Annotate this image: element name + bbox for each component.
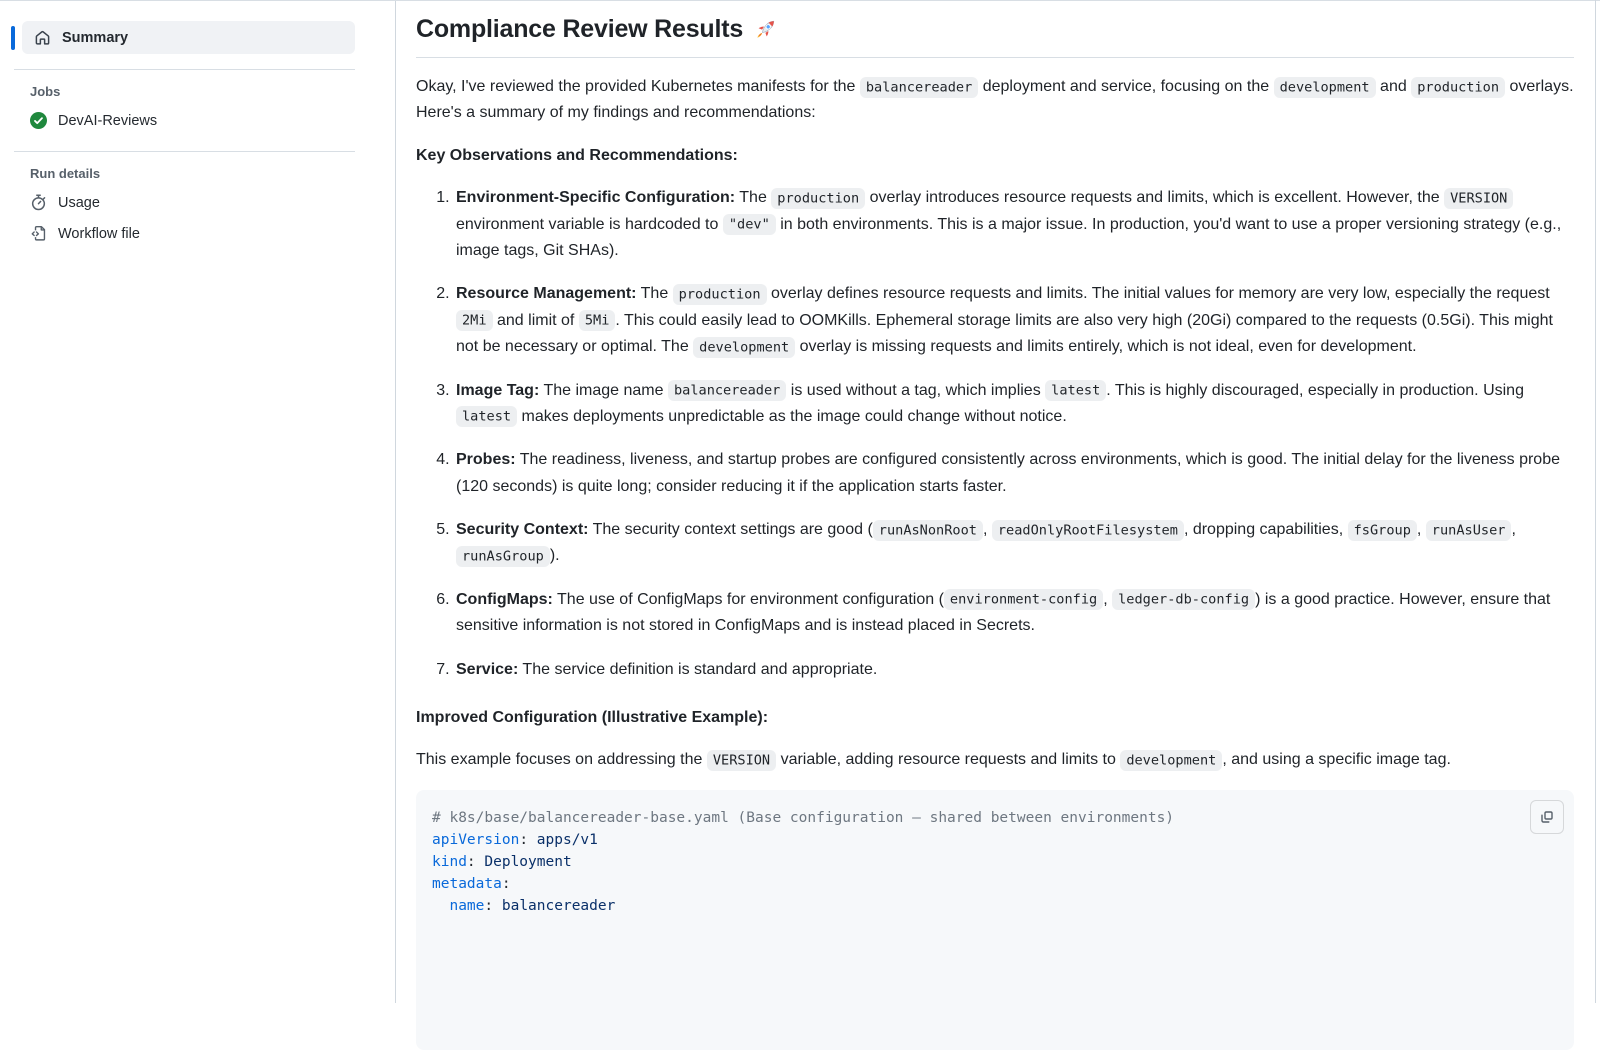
text-segment: The service definition is standard and appropriate. — [518, 660, 878, 678]
inline-code: runAsNonRoot — [873, 520, 983, 541]
inline-code: readOnlyRootFilesystem — [992, 520, 1184, 541]
check-circle-icon — [30, 112, 47, 129]
inline-code: balancereader — [668, 380, 786, 401]
inline-code: balancereader — [860, 77, 978, 98]
text-segment: overlay defines resource requests and limits. The initial values for memory are very low, especially the request — [766, 285, 1550, 303]
summary-content — [396, 1, 1600, 1003]
text-segment: , — [1511, 521, 1516, 539]
text-segment: The — [636, 285, 673, 303]
sidebar-item-job-devai-reviews[interactable] — [26, 105, 355, 136]
code-line: name: balancereader — [449, 897, 616, 914]
inline-code: production — [673, 284, 767, 305]
text-segment: The use of ConfigMaps for environment configuration ( — [552, 590, 944, 608]
text-segment: overlay introduces resource requests and limits, which is excellent. However, the — [865, 189, 1445, 207]
text-segment: environment variable is hardcoded to — [456, 215, 723, 233]
text-segment: , dropping capabilities, — [1183, 521, 1348, 539]
job-name-label: DevAI-Reviews — [58, 112, 158, 129]
observation-item — [454, 657, 1574, 683]
text-segment: The readiness, liveness, and startup probes are configured consistently across environments, which is good. The initial delay for the liveness probe (120 seconds) is quite long; consider reducing it if the application starts faster. — [456, 451, 1560, 495]
copy-icon — [1539, 809, 1555, 825]
inline-code: runAsGroup — [456, 546, 550, 567]
text-segment: . This is highly discouraged, especially in production. Using — [1106, 381, 1524, 399]
inline-code: VERSION — [1444, 188, 1513, 209]
usage-label: Usage — [58, 194, 100, 211]
rocket-emoji — [752, 16, 779, 43]
text-segment: overlays. Here's a summary of my findings and recommendations: — [416, 78, 1574, 122]
yaml-code-block — [416, 790, 1574, 1050]
text-segment: . This could easily lead to OOMKills. Ephemeral storage limits are also very high (20Gi) compared to the requests (0.5Gi). This might not be necessary or optimal. The — [456, 311, 1553, 356]
text-segment: ). — [549, 547, 560, 565]
text-segment: variable, adding resource requests and limits to — [776, 751, 1121, 769]
intro-paragraph — [416, 74, 1574, 127]
sidebar-divider — [14, 69, 355, 70]
observations-heading — [416, 143, 1574, 169]
home-icon — [34, 29, 51, 46]
inline-code: production — [1411, 77, 1505, 98]
text-segment: The security context settings are good ( — [588, 521, 873, 539]
text-segment: ) is a good practice. However, ensure that sensitive information is not stored in ConfigMaps and is instead placed in Secrets. — [456, 590, 1551, 635]
text-segment: and — [1375, 78, 1412, 95]
file-code-icon — [30, 225, 47, 242]
observations-list — [416, 185, 1574, 683]
text-segment: in both environments. This is a major issue. In production, you'd want to use a proper versioning strategy (e.g., image tags, Git SHAs). — [456, 215, 1562, 259]
text-segment: This example focuses on addressing the — [416, 751, 707, 769]
improved-config-heading-text: Improved Configuration (Illustrative Example): — [416, 709, 769, 727]
text-segment: Okay, I've reviewed the provided Kubernetes manifests for the — [416, 78, 860, 95]
inline-code: environment-config — [944, 589, 1103, 610]
sidebar-item-summary[interactable] — [22, 21, 355, 54]
code-line: metadata: — [432, 875, 511, 892]
bold-text: Resource Management: — [456, 285, 637, 303]
sidebar-item-label: Summary — [62, 29, 129, 46]
page-title — [416, 15, 1574, 58]
bold-text: Environment-Specific Configuration: — [456, 189, 736, 207]
bold-text: Service: — [456, 660, 519, 678]
inline-code: development — [1120, 750, 1222, 771]
observation-item — [454, 447, 1574, 500]
inline-code: development — [693, 337, 795, 358]
observation-item — [454, 281, 1574, 360]
observation-item — [454, 185, 1574, 264]
improved-config-heading — [416, 705, 1574, 731]
inline-code: latest — [456, 406, 517, 427]
sidebar-item-usage[interactable] — [26, 187, 355, 218]
observations-heading-text: Key Observations and Recommendations: — [416, 146, 738, 164]
copy-code-button[interactable] — [1530, 800, 1564, 834]
page-title-text: Compliance Review Results — [416, 15, 744, 43]
sidebar-item-workflow-file[interactable] — [26, 218, 355, 249]
bold-text: ConfigMaps: — [456, 590, 553, 608]
code-line: kind: Deployment — [432, 853, 572, 870]
text-segment: , — [982, 521, 992, 539]
text-segment: The — [735, 189, 772, 207]
inline-code: latest — [1045, 380, 1106, 401]
inline-code: 5Mi — [579, 310, 616, 331]
inline-code: VERSION — [707, 750, 776, 771]
text-segment: overlay is missing requests and limits entirely, which is not ideal, even for development. — [795, 338, 1417, 356]
code-content — [432, 807, 1558, 917]
sidebar-divider — [14, 151, 355, 152]
code-line: # k8s/base/balancereader-base.yaml (Base configuration — shared between environments) — [432, 809, 1175, 826]
workflow-file-label: Workflow file — [58, 225, 140, 242]
text-segment: and limit of — [492, 311, 579, 329]
inline-code: fsGroup — [1348, 520, 1417, 541]
inline-code: runAsUser — [1426, 520, 1512, 541]
observation-item — [454, 587, 1574, 640]
bold-text: Security Context: — [456, 521, 589, 539]
bold-text: Image Tag: — [456, 381, 540, 399]
scrollbar-track-edge[interactable] — [1595, 0, 1596, 1003]
text-segment: , — [1416, 521, 1426, 539]
jobs-section-header: Jobs — [30, 84, 61, 99]
observation-item — [454, 517, 1574, 570]
stopwatch-icon — [30, 194, 47, 211]
sidebar — [0, 1, 396, 1003]
example-intro-paragraph — [416, 747, 1574, 773]
text-segment: makes deployments unpredictable as the image could change without notice. — [517, 407, 1067, 425]
inline-code: production — [771, 188, 865, 209]
observation-item — [454, 378, 1574, 431]
text-segment: , — [1103, 590, 1113, 608]
text-segment: is used without a tag, which implies — [786, 381, 1046, 399]
text-segment: deployment and service, focusing on the — [978, 78, 1274, 95]
text-segment: , and using a specific image tag. — [1222, 751, 1451, 769]
bold-text: Probes: — [456, 451, 516, 469]
inline-code: development — [1274, 77, 1376, 98]
run-details-section-header: Run details — [30, 166, 101, 181]
inline-code: 2Mi — [456, 310, 493, 331]
text-segment: The image name — [539, 381, 668, 399]
code-line: apiVersion: apps/v1 — [432, 831, 598, 848]
inline-code: "dev" — [723, 214, 776, 235]
inline-code: ledger-db-config — [1112, 589, 1255, 610]
